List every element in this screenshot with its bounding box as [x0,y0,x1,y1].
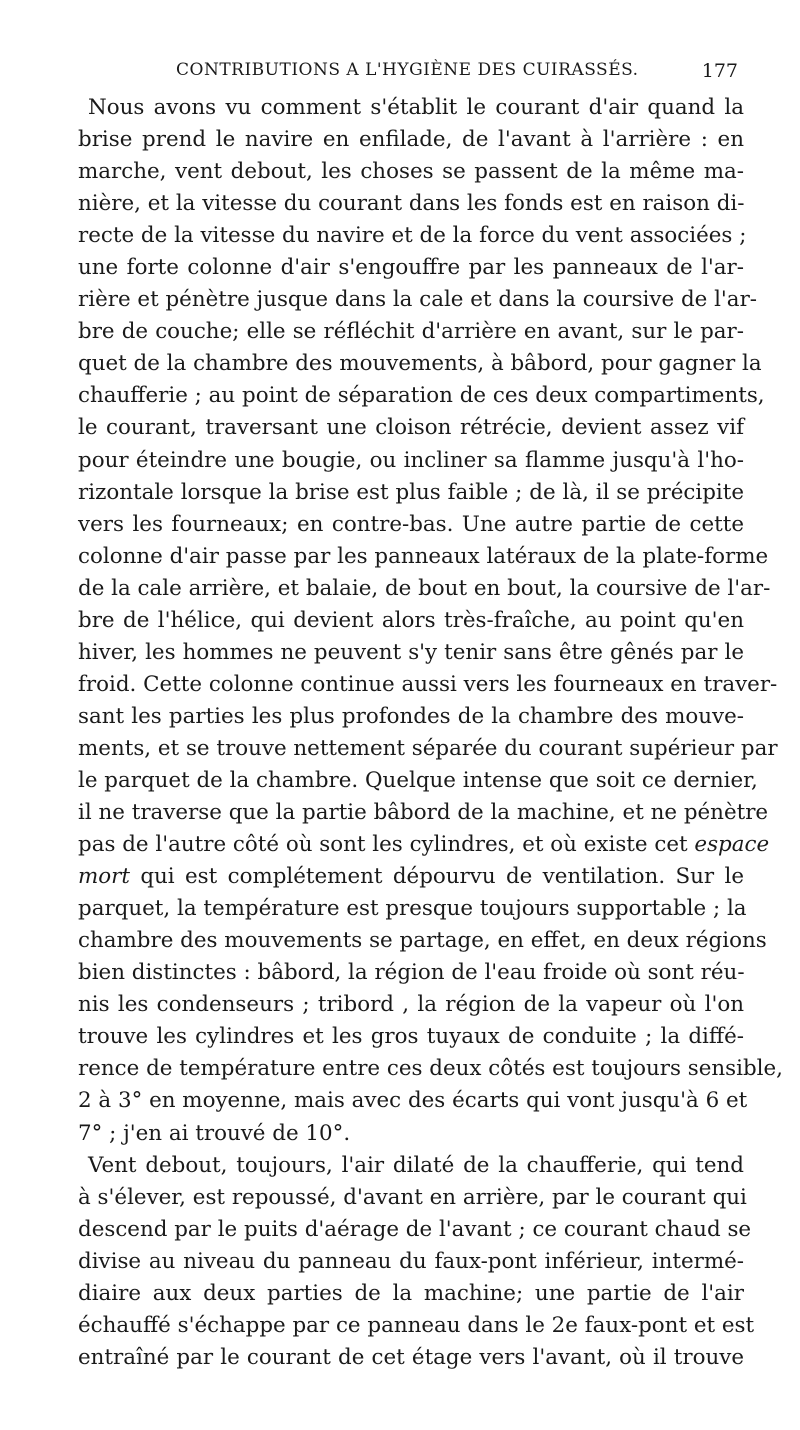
text-line: hiver, les hommes ne peuvent s'y tenir sans être gênés par le [78,639,744,665]
text-line: Vent debout, toujours, l'air dilaté de la chaufferie, qui tend [88,1152,744,1178]
text-line: bre de l'hélice, qui devient alors très-fraîche, au point qu'en [78,607,744,633]
text-line: 2 à 3° en moyenne, mais avec des écarts qui vont jusqu'à 6 et [78,1088,748,1114]
text-line: 7° ; j'en ai trouvé de 10°. [78,1120,351,1146]
text-line-mixed [78,829,770,861]
text-line: brise prend le navire en enfilade, de l'avant à l'arrière : en [78,127,744,153]
text-line: de la cale arrière, et balaie, de bout en bout, la coursive de l'ar- [78,575,771,601]
text-line: le parquet de la chambre. Quelque intense que soit ce dernier, [78,767,758,793]
text-line: vers les fourneaux; en contre-bas. Une autre partie de cette [78,511,744,537]
text-line: ments, et se trouve nettement séparée du courant supérieur par [78,735,778,761]
text-line: colonne d'air passe par les panneaux latéraux de la plate-forme [78,543,769,569]
italic-term: mort [78,864,130,890]
text-line: recte de la vitesse du navire et de la force du vent associées ; [78,223,747,249]
page-number: 177 [701,60,738,82]
text-line: bre de couche; elle se réfléchit d'arrière en avant, sur le par- [78,319,744,345]
text-line: bien distinctes : bâbord, la région de l'eau froide où sont réu- [78,960,745,986]
text-line: il ne traverse que la partie bâbord de la machine, et ne pénètre [78,800,769,826]
text-line: nière, et la vitesse du courant dans les fonds est en raison di- [78,191,745,217]
text-segment: pas de l'autre côté où sont les cylindres, et où existe cet [78,832,688,858]
text-line: rière et pénètre jusque dans la cale et dans la coursive de l'ar- [78,287,758,313]
text-line: à s'élever, est repoussé, d'avant en arrière, par le courant qui [78,1184,747,1210]
running-header [78,60,738,84]
text-line: parquet, la température est presque toujours supportable ; la [78,896,747,922]
text-line: nis les condenseurs ; tribord , la région de la vapeur où l'on [78,992,744,1018]
text-line: Nous avons vu comment s'établit le courant d'air quand la [88,95,744,120]
text-line: sant les parties les plus profondes de la chambre des mouve- [78,703,744,729]
text-line: pour éteindre une bougie, ou incliner sa flamme jusqu'à l'ho- [78,447,744,473]
text-line: chaufferie ; au point de séparation de ces deux compartiments, [78,383,765,409]
text-line: froid. Cette colonne continue aussi vers les fourneaux en traver- [78,671,778,697]
text-line: marche, vent debout, les choses se passent de la même ma- [78,159,744,185]
italic-term: espace [694,832,770,858]
text-line: diaire aux deux parties de la machine; une partie de l'air [78,1280,744,1306]
text-line: le courant, traversant une cloison rétrécie, devient assez vif [78,415,744,441]
text-line: rizontale lorsque la brise est plus faible ; de là, il se précipite [78,479,744,505]
body-text [78,92,783,1374]
text-line: chambre des mouvements se partage, en effet, en deux régions [78,928,767,954]
text-line: quet de la chambre des mouvements, à bâbord, pour gagner la [78,351,762,377]
text-line: divise au niveau du panneau du faux-pont inférieur, intermé- [78,1248,744,1274]
text-line-mixed [78,861,744,893]
text-line: descend par le puits d'aérage de l'avant ; ce courant chaud se [78,1216,752,1242]
text-line: entraîné par le courant de cet étage vers l'avant, où il trouve [78,1344,744,1370]
text-line: une forte colonne d'air s'engouffre par les panneaux de l'ar- [78,255,744,281]
text-line: trouve les cylindres et les gros tuyaux de conduite ; la diffé- [78,1024,744,1050]
running-title: CONTRIBUTIONS A L'HYGIÈNE DES CUIRASSÉS. [176,60,639,80]
text-segment: qui est complétement dépourvu de ventilation. Sur le [129,864,744,890]
text-line: échauffé s'échappe par ce panneau dans le 2e faux-pont et est [78,1312,755,1338]
text-line: rence de température entre ces deux côtés est toujours sensible, [78,1056,783,1082]
